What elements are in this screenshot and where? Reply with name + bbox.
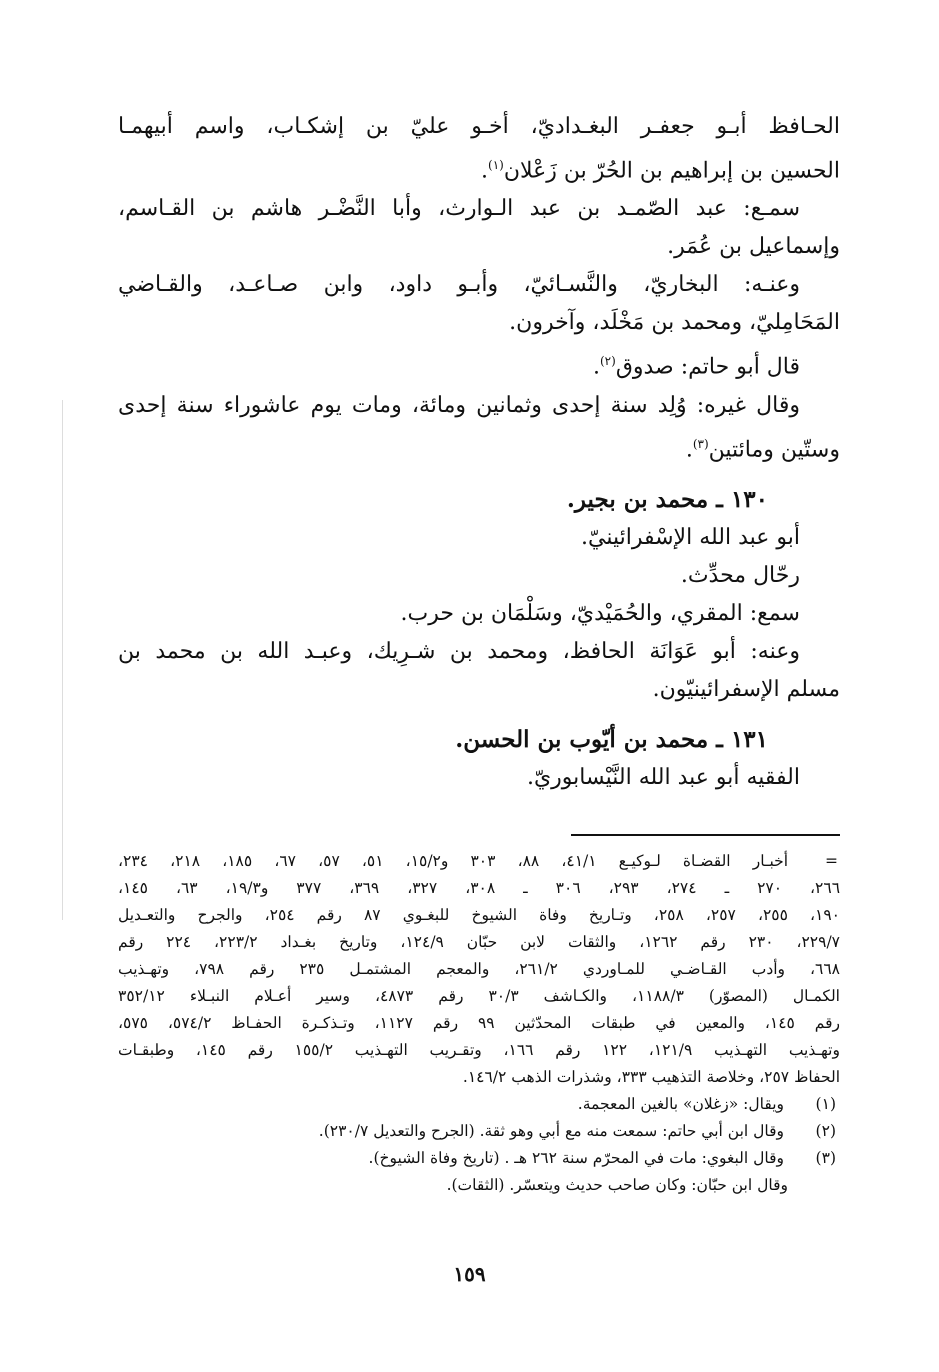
references-line: ٢٢٩/٧، ٢٣٠ رقم ١٢٦٢، والثقات لابن حبّان ١٢٤/٩، وتاريخ بغـداد ٢٢٣/٢، ٢٢٤ رقم xyxy=(118,933,840,951)
footnote-marker: (١) xyxy=(488,158,504,172)
text-line: الحـافظ أبـو جعفـر البغـداديّ، أخـو عليّ بن إشكـاب، واسم أبيهمـا xyxy=(118,114,840,139)
text-line: وستّين ومائتين$^{(٣)}$. xyxy=(685,436,840,462)
text-line: وإسماعيل بن عُمَر. xyxy=(667,234,840,260)
footnote-marker: (٣) xyxy=(692,436,709,451)
text-line: وعنه: أبو عَوَانَة الحافظ، ومحمد بن شـرِيك، وعبـد الله بن محمد بن xyxy=(118,638,800,664)
scan-margin-line xyxy=(62,400,63,920)
references-line: = أخبـار القضـاة لـوكيـع ٤١/١، ٨٨، ٣٠٣ و١٥/٢، ٥١، ٥٧، ٦٧، ١٨٥، ٢١٨، ٢٣٤، xyxy=(118,848,840,875)
footnote-text: ويقال: «زغلان» بالغين المعجمة. xyxy=(577,1095,784,1113)
text-line: المَحَامِليّ، ومحمد بن مَخْلَد، وآخرون. xyxy=(509,310,840,336)
footnote-number: (١) xyxy=(815,1095,836,1113)
references-line: ٦٦٨، وأدب القـاضـي للمـاوردي ٢٦١/٢، والمعجم المشتمـل ٢٣٥ رقم ٧٩٨، وتهـذيب xyxy=(118,960,840,978)
references-line: الحفاظ ٢٥٧، وخلاصة التذهيب ٣٣٣، وشذرات الذهب ١٤٦/٢. xyxy=(462,1068,840,1086)
references-line: ٢٦٦، ٢٧٠ ـ ٢٧٤، ٢٩٣، ٣٠٦ ـ ٣٠٨، ٣٢٧، ٣٦٩، ٣٧٧ و١٩/٣، ٦٣، ١٤٥، xyxy=(118,879,840,897)
footnote-number: (٢) xyxy=(815,1122,836,1140)
references-line: رقم ١٤٥، والمعين في طبقات المحدّثين ٩٩ رقم ١١٢٧، وتـذكـرة الحفـاظ ٥٧٤/٢، ٥٧٥، xyxy=(118,1014,840,1032)
page-number: ١٥٩ xyxy=(453,1262,486,1286)
footnote-3-continuation: وقال ابن حبّان: وكان صاحب حديث ويتعسّر. (الثقات). xyxy=(446,1176,788,1194)
footnotes xyxy=(118,848,840,1199)
references-line: وتهـذيب التهـذيب ١٢١/٩، ١٢٢ رقم ١٦٦، وتقـريب التهـذيب ١٥٥/٢ رقم ١٤٥، وطبقـات xyxy=(118,1041,840,1059)
footnote-1 xyxy=(118,1091,840,1118)
text-line: مسلم الإسفرائينيّون. xyxy=(652,676,840,702)
main-text xyxy=(118,108,840,797)
footnote-text: وقال ابن أبي حاتم: سمعت منه مع أبي وهو ثقة. (الجرح والتعديل ٢٣٠/٧). xyxy=(318,1122,784,1140)
continuation-marker: = xyxy=(825,852,838,870)
references-line: ١٩٠، ٢٥٥، ٢٥٧، ٢٥٨، وتـاريخ وفاة الشيوخ للبغـوي ٨٧ رقم ٢٥٤، والجرح والتعـديل xyxy=(118,906,840,924)
text-line: الفقيه أبو عبد الله النَّيْسابوريّ. xyxy=(526,764,800,790)
footnote-marker: (٢) xyxy=(599,354,616,369)
text-line: رحّال محدِّث. xyxy=(680,562,800,588)
footnote-3 xyxy=(118,1145,840,1172)
references-line: الكمـال (المصوّر) ١١٨٨/٣، والكـاشف ٣٠/٣ رقم ٤٨٧٣، وسير أعـلام النبـلاء ٣٥٢/١٢ xyxy=(118,987,840,1005)
text-line: الحسين بن إبراهيم بن الحُرّ بن زَعْلان$^{(١)}$. xyxy=(481,158,840,184)
footnote-2 xyxy=(118,1118,840,1145)
text-line: أبو عبد الله الإسْفرائينيّ. xyxy=(581,524,800,550)
footnote-separator xyxy=(571,834,840,836)
entry-heading-130: ١٣٠ ـ محمد بن بجير. xyxy=(566,485,768,513)
text-line: قال أبو حاتم: صدوق$^{(٢)}$. xyxy=(592,354,800,380)
entry-heading-131: ١٣١ ـ محمد بن أيّوب بن الحسن. xyxy=(455,725,768,753)
footnote-text: وقال البغوي: مات في المحرّم سنة ٢٦٢ هـ . (تاريخ وفاة الشيوخ). xyxy=(368,1149,784,1167)
footnote-number: (٣) xyxy=(815,1149,836,1167)
text-line: وقال غيره: وُلِد سنة إحدى وثمانين ومائة، ومات يوم عاشوراء سنة إحدى xyxy=(118,392,800,418)
text-line: سمع: المقري، والحُمَيْديّ، وسَلْمَان بن حرب. xyxy=(400,600,800,626)
text-line: وعنـه: البخاريّ، والنَّسـائيّ، وأبـو داود، وابن صـاعـد، والقـاضي xyxy=(118,272,800,298)
text-line: سمـع: عبد الصّمـد بن عبد الـوارث، وأبا النَّضْـر هاشم بن القـاسم، xyxy=(118,196,800,222)
